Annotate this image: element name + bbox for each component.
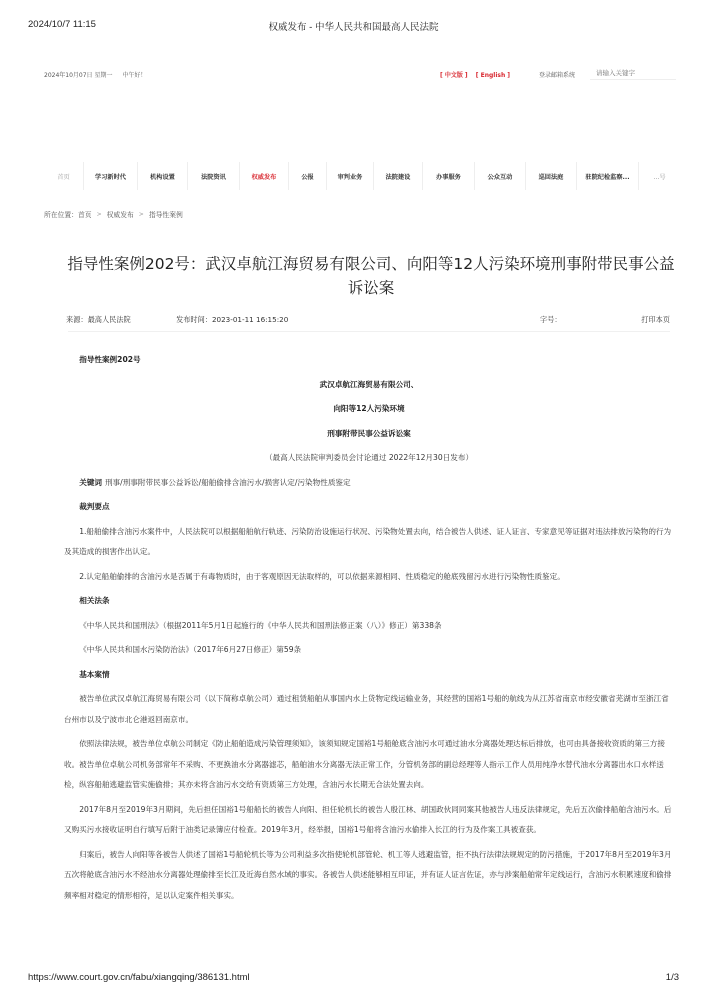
breadcrumb-guiding-cases[interactable]: 指导性案例 [148, 211, 183, 219]
nav-item-more[interactable]: ...号 [653, 173, 666, 181]
breadcrumb-authoritative-release[interactable]: 权威发布 [106, 211, 134, 219]
nav-item-discipline[interactable]: 驻院纪检监察... [577, 162, 639, 190]
related-law-2: 《中华人民共和国水污染防治法》（2017年6月27日修正）第59条 [79, 645, 302, 654]
article-source: 来源：最高人民法院 [66, 315, 131, 324]
breadcrumb [44, 209, 183, 219]
nav-item-services[interactable]: 办事服务 [423, 162, 475, 190]
date-greeting [44, 70, 154, 79]
section-heading-related-laws: 相关法条 [79, 596, 110, 605]
article-body [64, 350, 674, 910]
fact-paragraph-4: 归案后，被告人向阳等各被告人供述了国裕1号船轮机长等为公司利益多次指使轮机部管轮、机工等人逃避监管，拒不执行法律法规规定的防污措施，于2017年8月至2019年3月五次将舱底含油污水不经油水分离器处理偷排至长江及近海自然水域的事实。各被告人供述能够相互印证，并有证人证言佐证，亦与涉案船舶常年定线运行，含油污水积累速度和偷排频率相对稳定的情形相符，足以认定案件相关事实。 [64, 849, 672, 900]
print-page-title: 权威发布 - 中华人民共和国最高人民法院 [268, 22, 439, 33]
lang-english-link[interactable]: [ English ] [475, 72, 511, 79]
chevron-right-icon: > [138, 210, 144, 218]
case-subtitle-line-1: 武汉卓航江海贸易有限公司、 [319, 379, 419, 389]
nav-item-public-interaction[interactable]: 公众互动 [475, 162, 526, 190]
section-heading-basic-facts: 基本案情 [79, 669, 110, 679]
nav-item-home[interactable]: 首页 [44, 162, 84, 190]
print-datetime: 2024/10/7 11:15 [28, 19, 96, 30]
article-publish-time: 发布时间：2023-01-11 16:15:20 [176, 315, 289, 324]
search-input[interactable] [590, 67, 676, 80]
nav-item-study[interactable]: 学习新时代 [84, 162, 138, 190]
print-url: https://www.court.gov.cn/fabu/xiangqing/386131.html [28, 972, 250, 983]
meta-divider [68, 331, 670, 332]
keywords-text: 刑事/刑事附带民事公益诉讼/船舶偷排含油污水/损害认定/污染物性质鉴定 [104, 477, 351, 487]
nav-item-gazette[interactable]: 公报 [289, 162, 327, 190]
nav-item-circuit-court[interactable]: 巡回法庭 [526, 162, 577, 190]
print-page-number: 1/3 [665, 972, 679, 983]
article-meta [66, 315, 670, 329]
keywords-label: 关键词 [79, 477, 102, 487]
related-law-1: 《中华人民共和国刑法》（根据2011年5月1日起施行的《中华人民共和国刑法修正案（八）》修正）第338条 [79, 620, 442, 630]
fact-paragraph-1: 被告单位武汉卓航江海贸易有限公司（以下简称卓航公司）通过租赁船舶从事国内水上货物定线运输业务，其经营的国裕1号船的航线为从江苏省南京市经安徽省芜湖市至浙江省台州市以及宁波市北仑港返回南京市。 [64, 694, 669, 724]
breadcrumb-prefix: 所在位置： [44, 211, 78, 219]
case-subtitle-line-3: 刑事附带民事公益诉讼案 [327, 428, 411, 438]
chevron-right-icon: > [96, 210, 102, 218]
greeting: 中午好！ [122, 72, 147, 79]
print-footer [0, 972, 707, 992]
section-heading-key-points: 裁判要点 [79, 502, 110, 511]
main-nav [44, 162, 680, 190]
lang-chinese-link[interactable]: [ 中文版 ] [440, 72, 468, 79]
mail-login-link[interactable]: 登录邮箱系统 [539, 72, 576, 79]
nav-item-court-construction[interactable]: 法院建设 [374, 162, 423, 190]
print-header [0, 0, 707, 40]
release-note: （最高人民法院审判委员会讨论通过 2022年12月30日发布） [264, 453, 474, 462]
nav-item-authoritative-release[interactable]: 权威发布 [240, 162, 289, 190]
case-subtitle-line-2: 向阳等12人污染环境 [333, 404, 405, 413]
key-point-2: 2.认定船舶偷排的含油污水是否属于有毒物质时，由于客观原因无法取样的，可以依据来源相同、性质稳定的舱底残留污水进行污染物性质鉴定。 [79, 571, 565, 581]
case-number: 指导性案例202号 [79, 355, 141, 364]
keywords-paragraph [64, 473, 674, 494]
breadcrumb-home[interactable]: 首页 [77, 211, 92, 219]
top-utility-bar [44, 68, 676, 82]
nav-item-trial-business[interactable]: 审判业务 [327, 162, 374, 190]
key-point-1: 1.船舶偷排含油污水案件中，人民法院可以根据船舶航行轨迹、污染防治设施运行状况、污染物处置去向，结合被告人供述、证人证言、专家意见等证据对违法排放污染物的行为及其造成的损害作出认定。 [64, 526, 672, 556]
font-size-control[interactable]: 字号： [540, 315, 562, 324]
nav-item-court-news[interactable]: 法院资讯 [188, 162, 240, 190]
nav-item-organization[interactable]: 机构设置 [138, 162, 188, 190]
article-title: 指导性案例202号：武汉卓航江海贸易有限公司、向阳等12人污染环境刑事附带民事公益诉讼案 [67, 255, 675, 297]
language-switcher [440, 70, 516, 79]
current-date: 2024年10月07日 星期一 [44, 72, 113, 79]
fact-paragraph-2: 依照法律法规，被告单位卓航公司制定《防止船舶造成污染管理须知》，该须知规定国裕1号船舱底含油污水可通过油水分离器处理达标后排放，也可由具备接收资质的第三方接收。被告单位卓航公司机务部常年不采购、不更换油水分离器滤芯，船舶油水分离器无法正常工作，分管机务部的副总经理等人指示工作人员用纯净水替代油水分离器出水口水样送检，纵容船舶逃避监管实施偷排；其亦未将含油污水交给有资质第三方处理，含油污水长期无合法处置去向。 [64, 739, 665, 789]
print-page-button[interactable]: 打印本页 [641, 315, 670, 324]
fact-paragraph-3: 2017年8月至2019年3月期间，先后担任国裕1号船船长的被告人向阳、担任轮机长的被告人殷江林、胡国政伙同同案其他被告人违反法律规定，先后五次偷排船舶含油污水。后又购买污水接收证明自行填写后附于油类记录簿应付检查。2019年3月，经举报，国裕1号船将含油污水偷排入长江的行为及作案工具被查获。 [64, 804, 672, 834]
